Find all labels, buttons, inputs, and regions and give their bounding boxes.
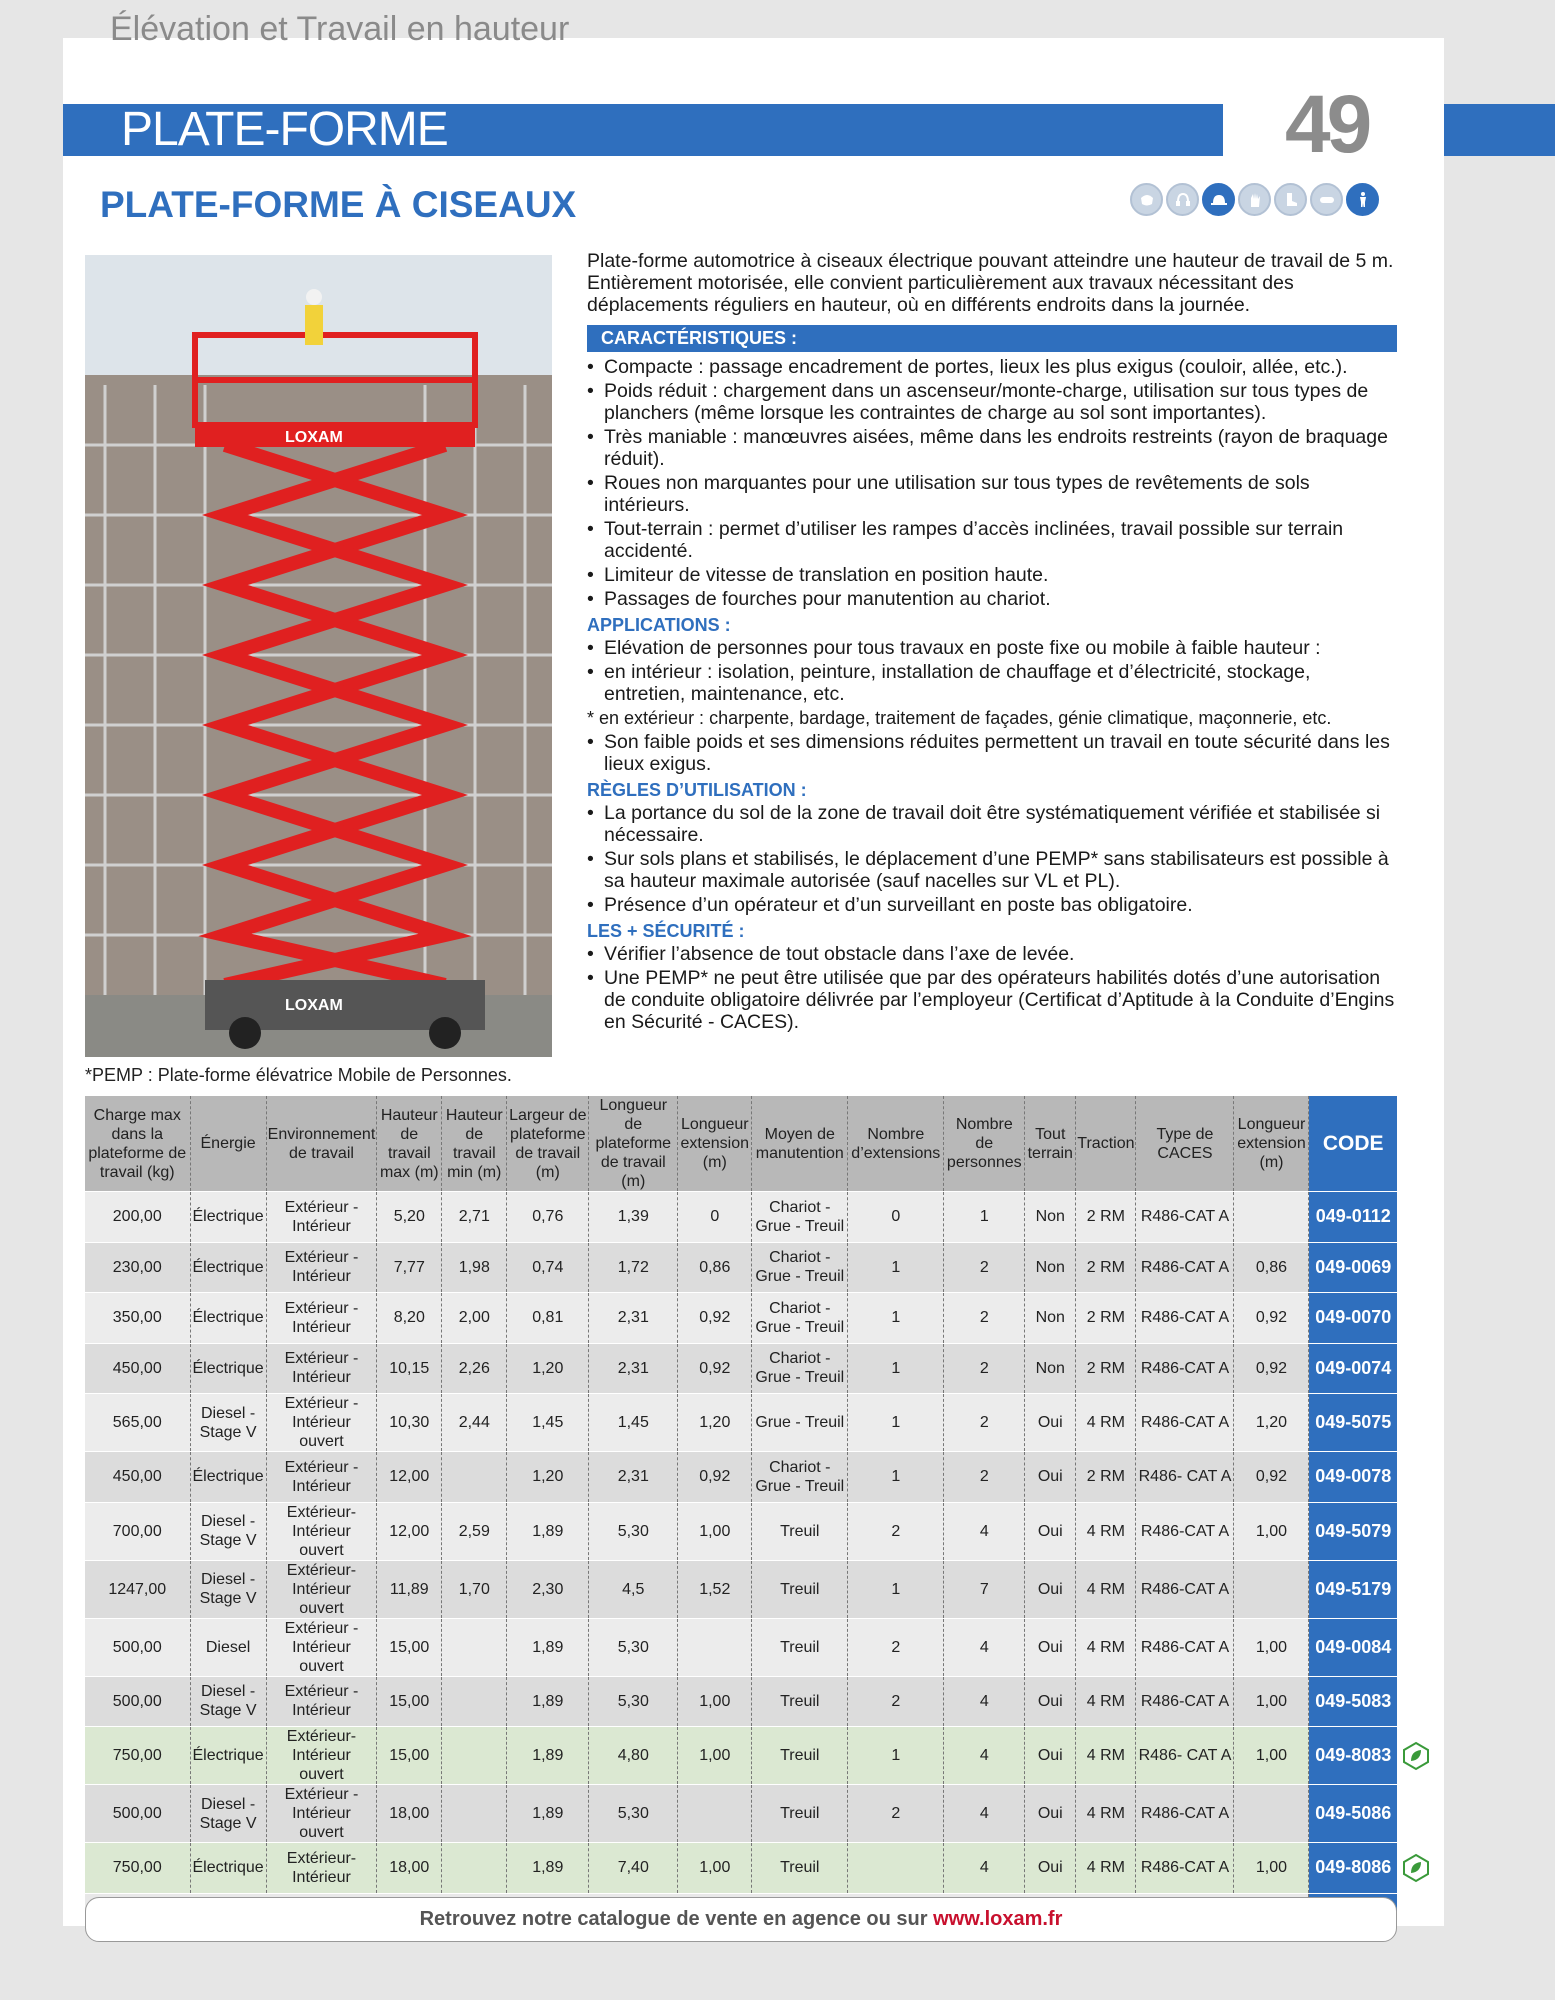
col-header: Environnement de travail <box>266 1096 377 1192</box>
cell-env: Extérieur- Intérieur ouvert <box>266 1502 377 1560</box>
title-bar <box>63 104 1223 156</box>
product-subtitle: PLATE-FORME À CISEAUX <box>100 184 577 225</box>
cell-hmax: 12,00 <box>377 1502 442 1560</box>
cell-next: 1 <box>848 1242 944 1293</box>
cell-next: 2 <box>848 1618 944 1676</box>
cell-manut: Chariot - Grue - Treuil <box>752 1242 848 1293</box>
cell-larg: 2,30 <box>507 1560 589 1618</box>
cell-pers: 4 <box>944 1785 1025 1843</box>
cell-pers: 1 <box>944 1192 1025 1243</box>
securite-list <box>587 943 1397 1033</box>
list-item: • Une PEMP* ne peut être utilisée que par des opérateurs habilités dotés d’une autorisation de conduite obligatoire délivrée par l’employeur (Certificat d’Aptitude à la Conduite d’Engins en Sécurité - CACES). <box>587 967 1397 1033</box>
table-row <box>85 1843 1397 1894</box>
cell-code: 049-5179 <box>1309 1560 1397 1618</box>
footer-banner <box>85 1897 1397 1942</box>
col-header: Tout terrain <box>1025 1096 1076 1192</box>
cell-larg: 1,89 <box>507 1727 589 1785</box>
cell-ext2: 1,00 <box>1234 1618 1309 1676</box>
table-row <box>85 1618 1397 1676</box>
cell-caces: R486-CAT A <box>1136 1560 1234 1618</box>
col-header: Longueur de plateforme de travail (m) <box>589 1096 678 1192</box>
cell-energie: Diesel - Stage V <box>190 1785 266 1843</box>
cell-caces: R486- CAT A <box>1136 1452 1234 1503</box>
cell-hmax: 11,89 <box>377 1560 442 1618</box>
cell-ext2: 1,00 <box>1234 1676 1309 1727</box>
regles-heading: RÈGLES D’UTILISATION : <box>587 780 807 800</box>
cell-env: Extérieur - Intérieur <box>266 1192 377 1243</box>
cell-next: 0 <box>848 1192 944 1243</box>
cell-long: 2,31 <box>589 1293 678 1344</box>
cell-hmax: 12,00 <box>377 1452 442 1503</box>
cell-code: 049-8083 <box>1309 1727 1397 1785</box>
cell-ext2 <box>1234 1785 1309 1843</box>
table-header-row <box>85 1096 1397 1192</box>
product-photo <box>85 255 552 1057</box>
cell-code: 049-0069 <box>1309 1242 1397 1293</box>
col-header: Longueur extension (m) <box>678 1096 752 1192</box>
col-header: Énergie <box>190 1096 266 1192</box>
cell-tt: Oui <box>1025 1676 1076 1727</box>
page-number: 49 <box>1285 79 1369 170</box>
cell-larg: 1,45 <box>507 1394 589 1452</box>
cell-pers: 4 <box>944 1727 1025 1785</box>
table-row <box>85 1242 1397 1293</box>
cell-manut: Chariot - Grue - Treuil <box>752 1192 848 1243</box>
cell-tt: Oui <box>1025 1727 1076 1785</box>
list-item: • Tout-terrain : permet d’utiliser les rampes d’accès inclinées, travail possible sur terrain accidenté. <box>587 518 1397 562</box>
cell-hmin <box>442 1727 507 1785</box>
cell-hmin <box>442 1843 507 1894</box>
cell-hmin <box>442 1452 507 1503</box>
cell-long: 5,30 <box>589 1618 678 1676</box>
cell-hmax: 5,20 <box>377 1192 442 1243</box>
cell-ext: 1,20 <box>678 1394 752 1452</box>
cell-pers: 4 <box>944 1618 1025 1676</box>
cell-env: Extérieur - Intérieur <box>266 1242 377 1293</box>
cell-ext: 1,00 <box>678 1676 752 1727</box>
page-title: PLATE-FORME <box>121 103 448 156</box>
cell-larg: 0,74 <box>507 1242 589 1293</box>
cell-next: 2 <box>848 1676 944 1727</box>
table-row <box>85 1452 1397 1503</box>
cell-next: 1 <box>848 1343 944 1394</box>
cell-hmin: 2,71 <box>442 1192 507 1243</box>
cell-traction: 2 RM <box>1076 1343 1136 1394</box>
cell-next <box>848 1843 944 1894</box>
cell-ext: 1,52 <box>678 1560 752 1618</box>
cell-ext2: 1,00 <box>1234 1727 1309 1785</box>
cell-pers: 7 <box>944 1560 1025 1618</box>
harness-icon <box>1346 183 1379 216</box>
cell-caces: R486-CAT A <box>1136 1502 1234 1560</box>
face-shield-icon <box>1130 183 1163 216</box>
cell-caces: R486-CAT A <box>1136 1785 1234 1843</box>
cell-ext: 0,86 <box>678 1242 752 1293</box>
cell-code: 049-5079 <box>1309 1502 1397 1560</box>
cell-energie: Électrique <box>190 1343 266 1394</box>
cell-pers: 2 <box>944 1343 1025 1394</box>
cell-charge: 200,00 <box>85 1192 190 1243</box>
col-header-code: CODE <box>1309 1096 1397 1192</box>
cell-ext: 0,92 <box>678 1293 752 1344</box>
cell-traction: 2 RM <box>1076 1192 1136 1243</box>
cell-long: 1,72 <box>589 1242 678 1293</box>
cell-long: 2,31 <box>589 1343 678 1394</box>
cell-larg: 1,20 <box>507 1452 589 1503</box>
cell-larg: 0,76 <box>507 1192 589 1243</box>
page-tab-bar <box>1444 104 1555 156</box>
ppe-icons <box>1130 183 1379 216</box>
col-header: Charge max dans la plateforme de travail (kg) <box>85 1096 190 1192</box>
list-item: • Passages de fourches pour manutention au chariot. <box>587 588 1397 610</box>
cell-manut: Treuil <box>752 1843 848 1894</box>
cell-caces: R486-CAT A <box>1136 1343 1234 1394</box>
regles-list <box>587 802 1397 916</box>
cell-traction: 4 RM <box>1076 1560 1136 1618</box>
cell-next: 1 <box>848 1293 944 1344</box>
col-header: Largeur de plateforme de travail (m) <box>507 1096 589 1192</box>
cell-manut: Grue - Treuil <box>752 1394 848 1452</box>
cell-hmin: 2,59 <box>442 1502 507 1560</box>
cell-ext2: 1,20 <box>1234 1394 1309 1452</box>
cell-code: 049-0070 <box>1309 1293 1397 1344</box>
cell-pers: 4 <box>944 1676 1025 1727</box>
cell-pers: 4 <box>944 1502 1025 1560</box>
cell-traction: 4 RM <box>1076 1676 1136 1727</box>
col-header: Moyen de manutention <box>752 1096 848 1192</box>
cell-hmin <box>442 1618 507 1676</box>
table-row <box>85 1676 1397 1727</box>
cell-code: 049-5075 <box>1309 1394 1397 1452</box>
cell-energie: Diesel <box>190 1618 266 1676</box>
cell-ext: 1,00 <box>678 1727 752 1785</box>
cell-manut: Treuil <box>752 1676 848 1727</box>
cell-larg: 1,89 <box>507 1676 589 1727</box>
pemp-footnote: *PEMP : Plate-forme élévatrice Mobile de Personnes. <box>85 1065 512 1085</box>
cell-ext2: 0,86 <box>1234 1242 1309 1293</box>
cell-hmin: 1,98 <box>442 1242 507 1293</box>
table-row <box>85 1727 1397 1785</box>
cell-manut: Treuil <box>752 1785 848 1843</box>
cell-caces: R486-CAT A <box>1136 1676 1234 1727</box>
cell-hmax: 10,15 <box>377 1343 442 1394</box>
cell-next: 1 <box>848 1560 944 1618</box>
cell-env: Extérieur - Intérieur ouvert <box>266 1394 377 1452</box>
cell-code: 049-0078 <box>1309 1452 1397 1503</box>
cell-traction: 4 RM <box>1076 1394 1136 1452</box>
cell-ext2 <box>1234 1560 1309 1618</box>
cell-hmin <box>442 1785 507 1843</box>
cell-pers: 2 <box>944 1452 1025 1503</box>
cell-ext: 0 <box>678 1192 752 1243</box>
cell-caces: R486-CAT A <box>1136 1618 1234 1676</box>
securite-heading: LES + SÉCURITÉ : <box>587 921 745 941</box>
cell-charge: 350,00 <box>85 1293 190 1344</box>
cell-ext2: 1,00 <box>1234 1843 1309 1894</box>
list-item: • en intérieur : isolation, peinture, installation de chauffage et d’électricité, stockage, entretien, maintenance, etc. <box>587 661 1397 705</box>
cell-traction: 2 RM <box>1076 1242 1136 1293</box>
cell-next: 2 <box>848 1502 944 1560</box>
cell-env: Extérieur - Intérieur <box>266 1452 377 1503</box>
cell-larg: 0,81 <box>507 1293 589 1344</box>
cell-energie: Électrique <box>190 1242 266 1293</box>
cell-hmax: 15,00 <box>377 1727 442 1785</box>
gloves-icon <box>1238 183 1271 216</box>
cell-hmax: 15,00 <box>377 1618 442 1676</box>
caracteristiques-heading: CARACTÉRISTIQUES : <box>587 325 1397 352</box>
cell-energie: Diesel - Stage V <box>190 1502 266 1560</box>
table-row <box>85 1192 1397 1243</box>
col-header: Type de CACES <box>1136 1096 1234 1192</box>
list-item: • Sur sols plans et stabilisés, le déplacement d’une PEMP* sans stabilisateurs est possible à sa hauteur maximale autorisée (sauf nacelles sur VL et PL). <box>587 848 1397 892</box>
cell-code: 049-0074 <box>1309 1343 1397 1394</box>
table-row <box>85 1394 1397 1452</box>
cell-hmax: 15,00 <box>377 1676 442 1727</box>
cell-ext2: 0,92 <box>1234 1343 1309 1394</box>
cell-next: 2 <box>848 1785 944 1843</box>
cell-larg: 1,89 <box>507 1502 589 1560</box>
cell-tt: Non <box>1025 1343 1076 1394</box>
cell-long: 7,40 <box>589 1843 678 1894</box>
cell-pers: 4 <box>944 1843 1025 1894</box>
cell-env: Extérieur - Intérieur <box>266 1676 377 1727</box>
hearing-protection-icon <box>1166 183 1199 216</box>
table-row <box>85 1560 1397 1618</box>
cell-traction: 4 RM <box>1076 1785 1136 1843</box>
cell-tt: Oui <box>1025 1618 1076 1676</box>
cell-caces: R486-CAT A <box>1136 1843 1234 1894</box>
list-item: • Compacte : passage encadrement de portes, lieux les plus exigus (couloir, allée, etc.). <box>587 356 1397 378</box>
cell-pers: 2 <box>944 1242 1025 1293</box>
specifications-table <box>85 1096 1397 1925</box>
cell-code: 049-5086 <box>1309 1785 1397 1843</box>
cell-manut: Chariot - Grue - Treuil <box>752 1343 848 1394</box>
cell-ext2 <box>1234 1192 1309 1243</box>
cell-tt: Oui <box>1025 1785 1076 1843</box>
cell-long: 1,45 <box>589 1394 678 1452</box>
cell-env: Extérieur- Intérieur ouvert <box>266 1560 377 1618</box>
cell-long: 1,39 <box>589 1192 678 1243</box>
cell-long: 5,30 <box>589 1785 678 1843</box>
list-item: • Présence d’un opérateur et d’un surveillant en poste bas obligatoire. <box>587 894 1397 916</box>
cell-ext: 1,00 <box>678 1502 752 1560</box>
table-row <box>85 1343 1397 1394</box>
cell-code: 049-8086 <box>1309 1843 1397 1894</box>
cell-env: Extérieur- Intérieur <box>266 1843 377 1894</box>
cell-manut: Treuil <box>752 1727 848 1785</box>
cell-charge: 500,00 <box>85 1618 190 1676</box>
cell-next: 1 <box>848 1727 944 1785</box>
cell-env: Extérieur - Intérieur ouvert <box>266 1618 377 1676</box>
cell-code: 049-0084 <box>1309 1618 1397 1676</box>
cell-hmax: 8,20 <box>377 1293 442 1344</box>
cell-charge: 750,00 <box>85 1727 190 1785</box>
list-item: • Vérifier l’absence de tout obstacle dans l’axe de levée. <box>587 943 1397 965</box>
cell-long: 5,30 <box>589 1676 678 1727</box>
goggles-icon <box>1310 183 1343 216</box>
cell-energie: Électrique <box>190 1843 266 1894</box>
cell-tt: Non <box>1025 1192 1076 1243</box>
cell-manut: Treuil <box>752 1560 848 1618</box>
cell-pers: 2 <box>944 1293 1025 1344</box>
col-header: Hauteur de travail min (m) <box>442 1096 507 1192</box>
cell-caces: R486- CAT A <box>1136 1727 1234 1785</box>
cell-code: 049-0112 <box>1309 1192 1397 1243</box>
cell-long: 5,30 <box>589 1502 678 1560</box>
cell-energie: Électrique <box>190 1452 266 1503</box>
cell-charge: 500,00 <box>85 1785 190 1843</box>
photo-brand-bottom: LOXAM <box>285 997 343 1014</box>
eco-leaf-icon <box>1401 1741 1431 1771</box>
intro-paragraph: Plate-forme automotrice à ciseaux électrique pouvant atteindre une hauteur de travail de 5 m. Entièrement motorisée, elle convient particulièrement aux travaux nécessitant des déplacements réguliers en hauteur, où en différents endroits dans la journée. <box>587 250 1394 316</box>
cell-energie: Diesel - Stage V <box>190 1560 266 1618</box>
cell-larg: 1,89 <box>507 1618 589 1676</box>
cell-traction: 2 RM <box>1076 1293 1136 1344</box>
cell-ext2: 0,92 <box>1234 1452 1309 1503</box>
list-item: • Poids réduit : chargement dans un ascenseur/monte-charge, utilisation sur tous types de planchers (même lorsque les contraintes de charge au sol sont importantes). <box>587 380 1397 424</box>
cell-manut: Treuil <box>752 1618 848 1676</box>
cell-traction: 4 RM <box>1076 1618 1136 1676</box>
cell-hmin <box>442 1676 507 1727</box>
table-row <box>85 1785 1397 1843</box>
footer-text: Retrouvez notre catalogue de vente en agence ou sur <box>419 1908 934 1930</box>
cell-traction: 2 RM <box>1076 1452 1136 1503</box>
cell-charge: 500,00 <box>85 1676 190 1727</box>
cell-next: 1 <box>848 1452 944 1503</box>
cell-tt: Non <box>1025 1293 1076 1344</box>
caracteristiques-list <box>587 356 1397 610</box>
cell-manut: Treuil <box>752 1502 848 1560</box>
cell-hmin: 2,44 <box>442 1394 507 1452</box>
cell-hmax: 18,00 <box>377 1843 442 1894</box>
cell-hmax: 10,30 <box>377 1394 442 1452</box>
cell-ext2: 0,92 <box>1234 1293 1309 1344</box>
cell-charge: 450,00 <box>85 1343 190 1394</box>
eco-leaf-icon <box>1401 1853 1431 1883</box>
cell-ext: 0,92 <box>678 1343 752 1394</box>
cell-traction: 4 RM <box>1076 1502 1136 1560</box>
col-header: Traction <box>1076 1096 1136 1192</box>
cell-next: 1 <box>848 1394 944 1452</box>
cell-charge: 450,00 <box>85 1452 190 1503</box>
table-row <box>85 1293 1397 1344</box>
cell-larg: 1,20 <box>507 1343 589 1394</box>
safety-boots-icon <box>1274 183 1307 216</box>
list-item: • Son faible poids et ses dimensions réduites permettent un travail en toute sécurité dans les lieux exigus. <box>587 731 1397 775</box>
cell-charge: 230,00 <box>85 1242 190 1293</box>
cell-tt: Oui <box>1025 1502 1076 1560</box>
cell-env: Extérieur - Intérieur ouvert <box>266 1785 377 1843</box>
cell-larg: 1,89 <box>507 1785 589 1843</box>
list-item: • Elévation de personnes pour tous travaux en poste fixe ou mobile à faible hauteur : <box>587 637 1397 659</box>
col-header: Nombre de personnes <box>944 1096 1025 1192</box>
cell-caces: R486-CAT A <box>1136 1242 1234 1293</box>
cell-traction: 4 RM <box>1076 1843 1136 1894</box>
applications-heading: APPLICATIONS : <box>587 615 731 635</box>
cell-tt: Oui <box>1025 1560 1076 1618</box>
cell-caces: R486-CAT A <box>1136 1394 1234 1452</box>
cell-energie: Électrique <box>190 1727 266 1785</box>
col-header: Nombre d’extensions <box>848 1096 944 1192</box>
cell-hmin: 2,26 <box>442 1343 507 1394</box>
list-item: • La portance du sol de la zone de travail doit être systématiquement vérifiée et stabilisée si nécessaire. <box>587 802 1397 846</box>
list-item: * en extérieur : charpente, bardage, traitement de façades, génie climatique, maçonnerie, etc. <box>587 708 1332 728</box>
list-item: • Limiteur de vitesse de translation en position haute. <box>587 564 1397 586</box>
cell-tt: Non <box>1025 1242 1076 1293</box>
cell-energie: Diesel - Stage V <box>190 1676 266 1727</box>
description-column <box>587 250 1397 1035</box>
cell-energie: Électrique <box>190 1192 266 1243</box>
cell-charge: 1247,00 <box>85 1560 190 1618</box>
cell-caces: R486-CAT A <box>1136 1293 1234 1344</box>
cell-ext2: 1,00 <box>1234 1502 1309 1560</box>
cell-tt: Oui <box>1025 1394 1076 1452</box>
cell-long: 4,5 <box>589 1560 678 1618</box>
cell-hmin: 1,70 <box>442 1560 507 1618</box>
cell-code: 049-5083 <box>1309 1676 1397 1727</box>
cell-tt: Oui <box>1025 1452 1076 1503</box>
hard-hat-icon <box>1202 183 1235 216</box>
cell-charge: 700,00 <box>85 1502 190 1560</box>
cell-hmax: 7,77 <box>377 1242 442 1293</box>
cell-ext <box>678 1618 752 1676</box>
cell-hmin: 2,00 <box>442 1293 507 1344</box>
cell-env: Extérieur - Intérieur <box>266 1343 377 1394</box>
cell-larg: 1,89 <box>507 1843 589 1894</box>
cell-long: 4,80 <box>589 1727 678 1785</box>
cell-charge: 750,00 <box>85 1843 190 1894</box>
cell-energie: Diesel - Stage V <box>190 1394 266 1452</box>
cell-hmax: 18,00 <box>377 1785 442 1843</box>
cell-long: 2,31 <box>589 1452 678 1503</box>
cell-ext <box>678 1785 752 1843</box>
cell-energie: Électrique <box>190 1293 266 1344</box>
list-item: • Roues non marquantes pour une utilisation sur tous types de revêtements de sols intérieurs. <box>587 472 1397 516</box>
scissor-lift-illustration <box>85 255 552 1057</box>
section-heading: Élévation et Travail en hauteur <box>110 10 570 48</box>
cell-charge: 565,00 <box>85 1394 190 1452</box>
footer-link[interactable]: www.loxam.fr <box>933 1908 1063 1930</box>
cell-caces: R486-CAT A <box>1136 1192 1234 1243</box>
cell-pers: 2 <box>944 1394 1025 1452</box>
cell-traction: 4 RM <box>1076 1727 1136 1785</box>
photo-brand-top: LOXAM <box>285 429 343 446</box>
cell-ext: 0,92 <box>678 1452 752 1503</box>
table-row <box>85 1502 1397 1560</box>
cell-manut: Chariot - Grue - Treuil <box>752 1452 848 1503</box>
col-header: Hauteur de travail max (m) <box>377 1096 442 1192</box>
cell-tt: Oui <box>1025 1843 1076 1894</box>
cell-env: Extérieur - Intérieur <box>266 1293 377 1344</box>
col-header: Longueur extension (m) <box>1234 1096 1309 1192</box>
cell-manut: Chariot - Grue - Treuil <box>752 1293 848 1344</box>
list-item: • Très maniable : manœuvres aisées, même dans les endroits restreints (rayon de braquage réduit). <box>587 426 1397 470</box>
cell-env: Extérieur- Intérieur ouvert <box>266 1727 377 1785</box>
applications-list <box>587 637 1397 775</box>
cell-ext: 1,00 <box>678 1843 752 1894</box>
